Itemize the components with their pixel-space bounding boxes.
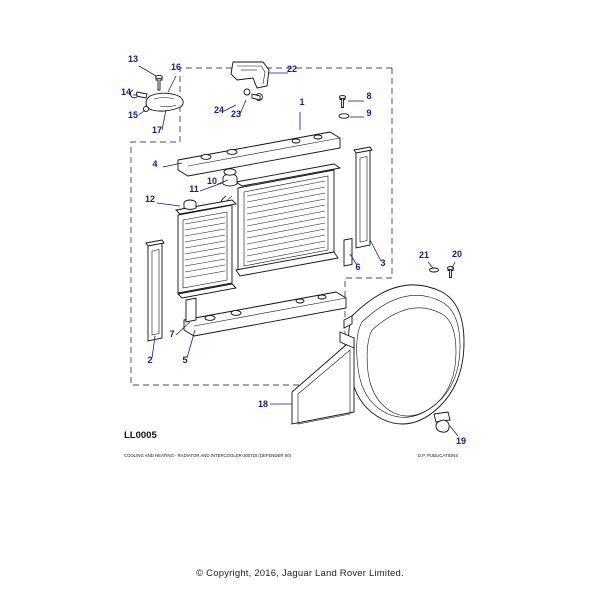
- callout-17: 17: [151, 125, 163, 135]
- callout-20: 20: [451, 249, 463, 259]
- callout-12: 12: [144, 194, 156, 204]
- callout-22: 22: [286, 64, 298, 74]
- part-right-side-rail: [354, 147, 372, 248]
- part-cowl-clip-19: [434, 412, 450, 432]
- callout-15: 15: [127, 110, 139, 120]
- part-rubber-mount-6: [344, 239, 352, 267]
- callout-8: 8: [366, 91, 372, 101]
- copyright-notice: © Copyright, 2016, Jaguar Land Rover Limited.: [196, 568, 404, 579]
- diagram-footer: [124, 430, 458, 458]
- diagram-code: LL0005: [124, 430, 157, 441]
- callout-21: 21: [418, 250, 430, 260]
- callout-1: 1: [299, 97, 305, 107]
- part-lower-mounting-rail: [184, 292, 346, 336]
- diagram-caption: COOLING AND HEATING - RADIATOR AND INTERCOOLER-300TDI (DEFENDER 90): [124, 453, 291, 458]
- part-fastener-20-21: [430, 267, 454, 278]
- callout-4: 4: [152, 159, 158, 169]
- callout-9: 9: [366, 108, 372, 118]
- part-upper-mounting-rail: [178, 96, 349, 176]
- callout-18: 18: [257, 399, 269, 409]
- callout-19: 19: [455, 436, 467, 446]
- callout-5: 5: [182, 355, 188, 365]
- part-intercooler: [176, 200, 236, 298]
- part-left-side-rail: [146, 240, 164, 341]
- callout-11: 11: [189, 184, 199, 194]
- part-bracket-small-assembly: [130, 75, 183, 111]
- callout-2: 2: [147, 355, 153, 365]
- callout-23: 23: [230, 109, 242, 119]
- part-top-mounting-bracket: [231, 62, 269, 100]
- callout-13: 13: [127, 54, 139, 64]
- callout-16: 16: [170, 62, 182, 72]
- callout-24: 24: [213, 105, 225, 115]
- publisher-label: D.P. PUBLICATIONS: [418, 453, 459, 458]
- callout-10: 10: [206, 176, 218, 186]
- callout-3: 3: [380, 258, 386, 268]
- part-radiator: [220, 164, 340, 276]
- callout-14: 14: [120, 87, 132, 97]
- callout-7: 7: [169, 329, 175, 339]
- callout-6: 6: [355, 262, 361, 272]
